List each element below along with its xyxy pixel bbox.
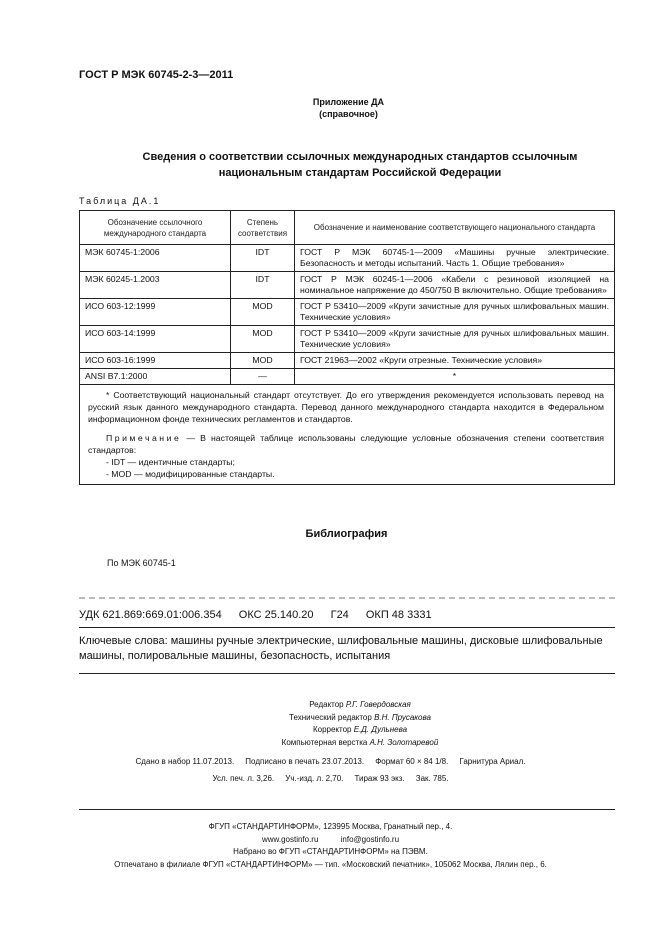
bibliography-item: По МЭК 60745-1 — [107, 558, 176, 568]
table-row — [80, 326, 615, 353]
document-header: ГОСТ Р МЭК 60745-2-3—2011 — [79, 69, 234, 81]
cell-international: ИСО 603-16:1999 — [80, 353, 231, 369]
divider-line — [79, 627, 615, 628]
table-note-row — [80, 385, 615, 485]
cell-national: ГОСТ Р МЭК 60745-1—2009 «Машины ручные электрические. Безопасность и методы испытаний. Часть 1. Общие требования» — [295, 245, 615, 272]
divider-line — [79, 809, 615, 810]
cell-national: ГОСТ Р 53410—2009 «Круги зачистные для ручных шлифовальных машин. Технические условия» — [295, 299, 615, 326]
heading-line-2: национальным стандартам Российской Федерации — [218, 167, 502, 179]
table-row — [80, 353, 615, 369]
publisher-line: Отпечатано в филиале ФГУП «СТАНДАРТИНФОРМ» — тип. «Московский печатник», 105062 Москва, Лялин пер., 6. — [114, 859, 547, 869]
table-note — [88, 432, 604, 456]
table-row — [80, 369, 615, 385]
cell-international: МЭК 60245-1.2003 — [80, 272, 231, 299]
cell-national: ГОСТ Р МЭК 60245-1—2006 «Кабели с резиновой изоляцией на номинальное напряжение до 450/750 В включительно. Общие требования» — [295, 272, 615, 299]
header-international-standard: Обозначение ссылочного международного стандарта — [80, 211, 231, 245]
production-info-2: Усл. печ. л. 3,26. Уч.-изд. л. 2,70. Тираж 93 экз. Зак. 785. — [212, 774, 449, 783]
header-degree: Степень соответствия — [231, 211, 295, 245]
staff-line: Технический редактор В.Н. Прусакова — [289, 712, 431, 722]
cell-degree: — — [231, 369, 295, 385]
appendix-title: Приложение ДА — [312, 97, 385, 107]
cell-national: ГОСТ 21963—2002 «Круги отрезные. Технические условия» — [295, 353, 615, 369]
dashed-divider — [79, 597, 615, 599]
cell-degree: MOD — [231, 353, 295, 369]
editorial-staff — [160, 699, 560, 749]
staff-line: Редактор Р.Г. Говердовская — [309, 700, 411, 709]
table-footnote: * Соответствующий национальный стандарт отсутствует. До его утверждения рекомендуется использовать перевод на русский язык данного международного стандарта. Перевод данного международного стандарта находится в Федеральном информационном фонде технических регламентов и стандартов. — [88, 390, 604, 424]
oks-code: ОКС 25.140.20 — [238, 609, 314, 621]
table-row — [80, 272, 615, 299]
note-text: — В настоящей таблице использованы следующие условные обозначения степени соответствия стандартов: — [88, 433, 604, 455]
keywords: Ключевые слова: машины ручные электрические, шлифовальные машины, дисковые шлифовальные машины, полировальные машины, безопасность, испытания — [79, 635, 603, 662]
cell-degree: MOD — [231, 299, 295, 326]
classification-line — [79, 609, 615, 621]
divider-line — [79, 673, 615, 674]
bibliography-title: Библиография — [305, 528, 388, 540]
cell-international: МЭК 60745-1:2006 — [80, 245, 231, 272]
table-caption: Таблица ДА.1 — [79, 196, 161, 206]
cell-national: * — [295, 369, 615, 385]
note-item: - MOD — модифицированные стандарты. — [106, 469, 275, 479]
table-header-row — [80, 211, 615, 245]
udc-code: УДК 621.869:669.01:006.354 — [79, 609, 222, 621]
cell-international: ANSI B7.1:2000 — [80, 369, 231, 385]
cell-international: ИСО 603-14:1999 — [80, 326, 231, 353]
production-info-1: Сдано в набор 11.07.2013. Подписано в печать 23.07.2013. Формат 60 × 84 1/8. Гарнитура Ариал. — [135, 757, 526, 766]
staff-line: Компьютерная верстка А.Н. Золотаревой — [281, 737, 439, 747]
g-code: Г24 — [330, 609, 349, 621]
header-national-standard: Обозначение и наименование соответствующего национального стандарта — [295, 211, 615, 245]
publisher-line: ФГУП «СТАНДАРТИНФОРМ», 123995 Москва, Гранатный пер., 4. — [208, 822, 453, 831]
cell-national: ГОСТ Р 53410—2009 «Круги зачистные для ручных шлифовальных машин. Технические условия» — [295, 326, 615, 353]
appendix-subtitle: (справочное) — [319, 109, 378, 119]
cell-degree: MOD — [231, 326, 295, 353]
table-row — [80, 245, 615, 272]
correspondence-table — [79, 210, 615, 485]
staff-line: Корректор Е.Д. Дульнева — [312, 725, 408, 734]
note-item: - IDT — идентичные стандарты; — [106, 457, 235, 467]
cell-degree: IDT — [231, 272, 295, 299]
cell-degree: IDT — [231, 245, 295, 272]
heading-line-1: Сведения о соответствии ссылочных международных стандартов ссылочным — [142, 151, 578, 163]
publisher-line: Набрано во ФГУП «СТАНДАРТИНФОРМ» на ПЭВМ. — [233, 847, 428, 856]
publisher-info — [0, 821, 661, 871]
note-label: Примечание — [106, 433, 182, 443]
okp-code: ОКП 48 3331 — [365, 609, 432, 621]
table-row — [80, 299, 615, 326]
appendix-title-block — [0, 96, 661, 120]
table-note-cell — [80, 385, 615, 485]
publisher-contacts: www.gostinfo.ru info@gostinfo.ru — [261, 834, 400, 844]
section-heading — [100, 149, 620, 181]
cell-international: ИСО 603-12:1999 — [80, 299, 231, 326]
